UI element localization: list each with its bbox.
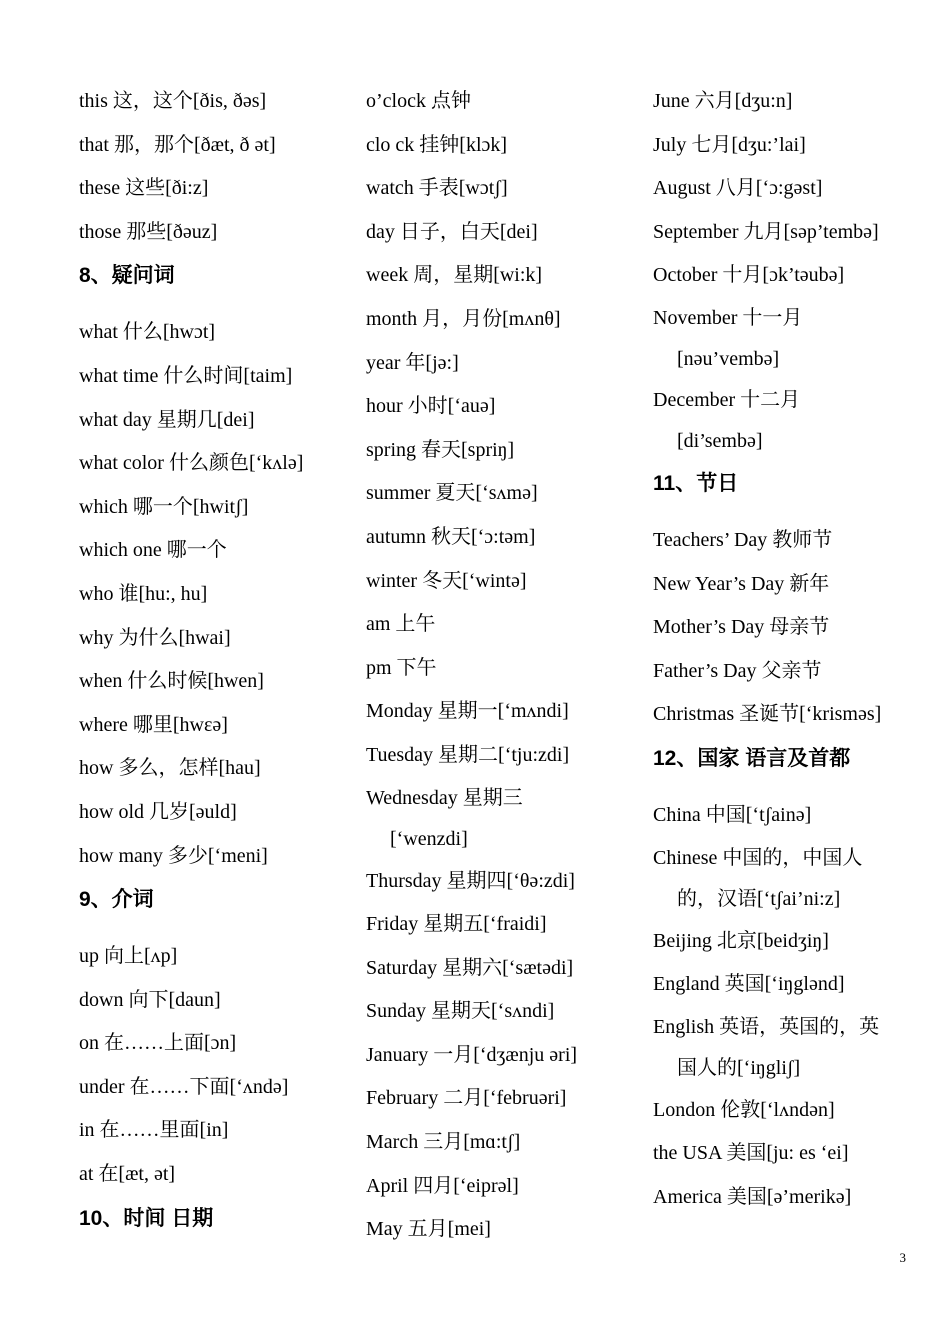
- vocab-entry: pm 下午: [366, 656, 437, 679]
- vocab-entry: hour 小时[‘auə]: [366, 395, 496, 418]
- section-heading-12: 12、国家 语言及首都: [653, 746, 851, 770]
- vocab-entry-wrapped: [653, 838, 943, 920]
- entry-main: English 英语，英国的，英: [653, 1015, 880, 1038]
- vocab-entry: Thursday 星期四[‘θə:zdi]: [366, 869, 575, 892]
- vocab-entry: this 这，这个[ðis, ðəs]: [79, 90, 267, 112]
- vocab-entry: autumn 秋天[‘ɔ:təm]: [366, 525, 536, 548]
- vocab-entry: Teachers’ Day 教师节: [653, 528, 833, 551]
- section-heading-11: 11、节日: [653, 471, 739, 495]
- section-heading-8: 8、疑问词: [79, 264, 175, 288]
- vocab-entry-wrapped: [653, 1007, 943, 1089]
- vocab-entry: in 在……里面[in]: [79, 1119, 229, 1142]
- vocab-entry: these 这些[ði:z]: [79, 177, 209, 200]
- vocab-entry: what 什么[hwɔt]: [79, 321, 216, 344]
- page-number: 3: [899, 1250, 906, 1265]
- vocab-entry: August 八月[‘ɔ:gəst]: [653, 177, 823, 200]
- entry-continuation: [di’sembə]: [677, 429, 763, 452]
- vocab-entry: who 谁[hu:, hu]: [79, 582, 208, 605]
- vocab-entry: the USA 美国[ju: es ‘ei]: [653, 1142, 849, 1165]
- vocab-entry: Monday 星期一[‘mʌndi]: [366, 700, 569, 723]
- vocab-entry: Beijing 北京[beidʒiŋ]: [653, 929, 829, 952]
- vocab-entry: America 美国[ə’merikə]: [653, 1185, 852, 1208]
- vocab-entry: at 在[æt, ət]: [79, 1163, 176, 1186]
- vocab-entry: London 伦敦[‘lʌndən]: [653, 1098, 835, 1121]
- vocab-entry: Tuesday 星期二[‘tju:zdi]: [366, 743, 570, 766]
- vocab-entry: where 哪里[hwεə]: [79, 713, 228, 736]
- vocab-entry: those 那些[ðəuz]: [79, 220, 218, 243]
- vocab-entry: what day 星期几[dei]: [79, 408, 255, 431]
- vocab-entry: how many 多少[‘meni]: [79, 844, 268, 867]
- vocab-entry: October 十月[ɔk’təubə]: [653, 264, 845, 287]
- vocab-entry: Friday 星期五[‘fraidi]: [366, 913, 547, 936]
- entry-continuation: [‘wenzdi]: [390, 827, 468, 850]
- vocab-entry: am 上午: [366, 613, 436, 636]
- vocab-entry: watch 手表[wɔtʃ]: [366, 177, 508, 200]
- column-1: [79, 80, 359, 1254]
- vocab-entry: why 为什么[hwai]: [79, 626, 231, 649]
- vocab-entry: England 英国[‘iŋglənd]: [653, 973, 845, 996]
- section-heading-10: 10、时间 日期: [79, 1206, 214, 1230]
- vocab-entry: July 七月[dʒu:’lai]: [653, 133, 806, 156]
- vocab-entry: winter 冬天[‘wintə]: [366, 569, 527, 592]
- vocab-entry: day 日子，白天[dei]: [366, 220, 538, 243]
- vocab-entry: May 五月[mei]: [366, 1218, 491, 1241]
- entry-main: November 十一月: [653, 306, 803, 329]
- vocab-entry: o’clock 点钟: [366, 90, 471, 112]
- entry-main: Wednesday 星期三: [366, 786, 523, 809]
- vocab-entry: January 一月[‘dʒænju əri]: [366, 1043, 578, 1066]
- vocab-entry: year 年[jə:]: [366, 351, 459, 374]
- vocab-entry: clo ck 挂钟[klɔk]: [366, 133, 508, 156]
- column-3: [653, 80, 943, 1220]
- vocab-entry-wrapped: [366, 778, 646, 860]
- vocab-entry: Saturday 星期六[‘sætədi]: [366, 956, 574, 979]
- entry-main: Chinese 中国的，中国人: [653, 846, 863, 869]
- vocab-entry: what color 什么颜色[‘kʌlə]: [79, 452, 304, 475]
- vocab-entry: how old 几岁[əuld]: [79, 800, 237, 823]
- vocab-entry: Father’s Day 父亲节: [653, 659, 822, 682]
- vocab-entry: week 周，星期[wi:k]: [366, 264, 543, 287]
- vocab-entry: February 二月[‘februəri]: [366, 1087, 567, 1110]
- entry-main: December 十二月: [653, 388, 801, 411]
- vocab-entry: how 多么，怎样[hau]: [79, 757, 261, 780]
- vocab-entry-wrapped: [653, 380, 943, 462]
- vocab-entry: Sunday 星期天[‘sʌndi]: [366, 1000, 555, 1023]
- section-heading-9: 9、介词: [79, 888, 154, 912]
- vocab-entry: that 那，那个[ðæt, ð ət]: [79, 133, 276, 156]
- vocab-entry: under 在……下面[‘ʌndə]: [79, 1075, 289, 1098]
- entry-continuation: 的，汉语[‘tʃai’ni:z]: [677, 887, 841, 910]
- vocab-entry: New Year’s Day 新年: [653, 572, 830, 595]
- vocab-entry: September 九月[səp’tembə]: [653, 220, 879, 243]
- vocab-entry: when 什么时候[hwen]: [79, 670, 264, 693]
- vocab-entry: June 六月[dʒu:n]: [653, 90, 793, 112]
- vocab-entry: summer 夏天[‘sʌmə]: [366, 482, 538, 505]
- vocab-entry: Christmas 圣诞节[‘krisməs]: [653, 703, 882, 726]
- vocab-entry: down 向下[daun]: [79, 988, 221, 1011]
- vocab-entry: Mother’s Day 母亲节: [653, 616, 830, 639]
- vocab-entry: what time 什么时间[taim]: [79, 364, 293, 387]
- column-2: [366, 80, 646, 1252]
- vocab-entry: spring 春天[spriŋ]: [366, 438, 515, 461]
- entry-continuation: 国人的[‘iŋgliʃ]: [677, 1056, 801, 1079]
- vocab-entry: month 月，月份[mʌnθ]: [366, 307, 561, 330]
- vocab-entry: which one 哪一个: [79, 539, 227, 562]
- entry-continuation: [nəu’vembə]: [677, 347, 780, 370]
- vocab-entry: on 在……上面[ɔn]: [79, 1032, 237, 1055]
- vocab-entry: which 哪一个[hwitʃ]: [79, 495, 249, 518]
- vocab-entry: China 中国[‘tʃainə]: [653, 803, 812, 826]
- vocab-entry-wrapped: [653, 298, 943, 380]
- vocab-entry: up 向上[ʌp]: [79, 945, 178, 968]
- vocab-entry: April 四月[‘eiprəl]: [366, 1174, 519, 1197]
- vocab-entry: March 三月[mɑ:tʃ]: [366, 1131, 521, 1154]
